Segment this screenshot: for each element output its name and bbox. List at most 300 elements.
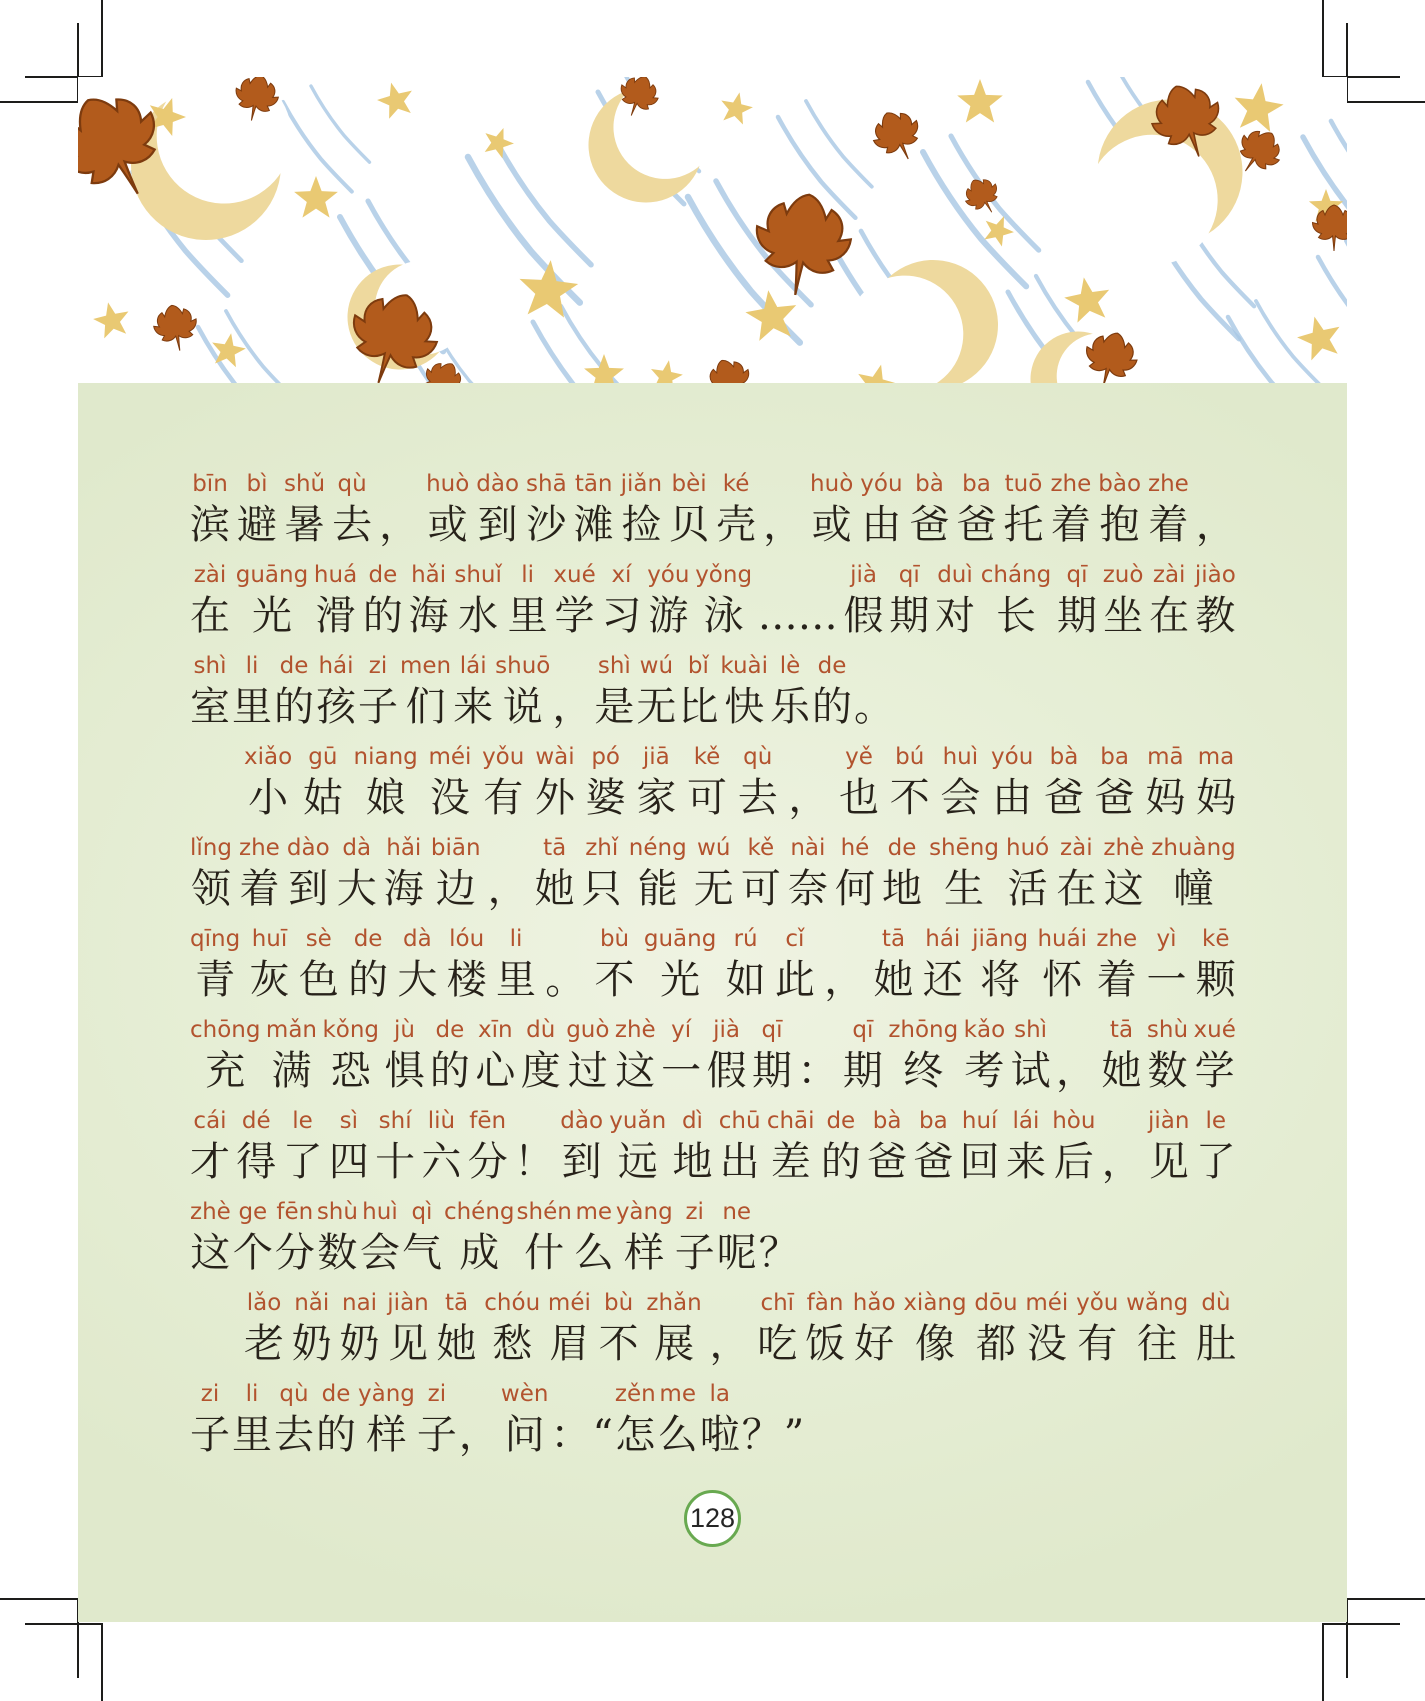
ruby-cell [387, 1289, 429, 1367]
pinyin-text: ne [722, 1198, 752, 1225]
pinyin-text: wài [535, 743, 575, 770]
pinyin-text: bù [599, 925, 630, 952]
ruby-cell [302, 743, 343, 821]
pinyin-text: dà [403, 925, 432, 952]
ruby-cell [476, 470, 520, 548]
moon-icon [1013, 307, 1158, 383]
hanzi-text: 说 [502, 684, 543, 730]
ruby-cell [244, 743, 293, 821]
ruby-cell [922, 925, 963, 1003]
hanzi-text: 妈 [1145, 775, 1186, 821]
ruby-cell [873, 925, 914, 1003]
ruby-cell [495, 925, 536, 1003]
pinyin-text: tā [444, 1289, 469, 1316]
hanzi-text: ， [1195, 502, 1236, 548]
pinyin-text: chóu [484, 1289, 541, 1316]
star-icon [90, 299, 132, 340]
ruby-cell [547, 1289, 591, 1367]
hanzi-text: …… [757, 593, 838, 639]
star-icon [717, 89, 755, 126]
hanzi-text: ” [783, 1412, 805, 1458]
pinyin-text: zhè [1103, 834, 1145, 861]
pinyin-text: cái [193, 1107, 227, 1134]
pencil-streak-icon [1346, 241, 1347, 327]
hanzi-text: 抱 [1099, 502, 1140, 548]
ruby-cell [720, 652, 769, 730]
hanzi-text: ， [458, 1412, 499, 1458]
pencil-streak-icon [283, 102, 352, 192]
pinyin-text: zhe [1148, 470, 1189, 497]
hanzi-text: 没 [1026, 1321, 1067, 1367]
ruby-cell [534, 834, 575, 912]
crop-mark [0, 101, 79, 103]
hanzi-text: 由 [992, 775, 1033, 821]
hanzi-text: 饭 [805, 1321, 846, 1367]
hanzi-text: ？ [741, 1412, 782, 1458]
hanzi-text: 都 [975, 1321, 1016, 1367]
hanzi-text: 习 [601, 593, 642, 639]
pinyin-text: chū [718, 1107, 761, 1134]
hanzi-text: ？ [758, 1230, 799, 1276]
hanzi-text: 期 [1056, 593, 1097, 639]
hanzi-text: 出 [719, 1139, 760, 1185]
ruby-cell [718, 1107, 761, 1185]
ruby-cell [249, 925, 290, 1003]
hanzi-text: 乐 [770, 684, 811, 730]
ruby-cell [274, 1198, 315, 1276]
pinyin-text: xí [611, 561, 632, 588]
pinyin-text: dì [681, 1107, 703, 1134]
hanzi-text: 。 [545, 957, 586, 1003]
hanzi-text: 将 [980, 957, 1021, 1003]
hanzi-text: 样 [624, 1230, 665, 1276]
pinyin-text: shǔ [283, 470, 326, 497]
hanzi-text: 问 [504, 1412, 545, 1458]
ruby-cell [426, 470, 470, 548]
ruby-cell [959, 1107, 1000, 1185]
ruby-cell [674, 1198, 715, 1276]
hanzi-text: 地 [672, 1139, 713, 1185]
ruby-cell [867, 1107, 908, 1185]
ruby-cell [553, 561, 596, 639]
ruby-cell [236, 1107, 277, 1185]
ruby-cell [725, 925, 766, 1003]
ruby-cell [362, 561, 403, 639]
hanzi-text: 恐 [330, 1048, 371, 1094]
pinyin-text: zěn [614, 1380, 656, 1407]
page-number: 128 [689, 1503, 736, 1533]
ruby-cell [788, 745, 829, 821]
ruby-cell [693, 834, 734, 912]
pinyin-text: lái [1012, 1107, 1040, 1134]
pinyin-text: wǎng [1126, 1289, 1189, 1316]
ruby-cell [687, 743, 728, 821]
pinyin-text: tā [543, 834, 567, 861]
hanzi-text: 的 [820, 1139, 861, 1185]
ruby-cell [888, 1016, 959, 1094]
ruby-cell [322, 1016, 380, 1094]
hanzi-text: 可 [687, 775, 728, 821]
pinyin-text: jiào [1194, 561, 1236, 588]
star-icon [1061, 273, 1113, 324]
pinyin-text: zi [200, 1380, 220, 1407]
ruby-cell [316, 1380, 356, 1458]
hanzi-text: 个 [232, 1230, 273, 1276]
pinyin-text: chōng [190, 1016, 261, 1043]
hanzi-text: 里 [495, 957, 536, 1003]
hanzi-text: 满 [271, 1048, 312, 1094]
star-icon [516, 258, 580, 319]
ruby-cell [286, 834, 330, 912]
ruby-cell [436, 1289, 477, 1367]
ruby-cell [526, 470, 567, 548]
pinyin-text: shì [597, 652, 631, 679]
pencil-streak-icon [198, 327, 275, 383]
ruby-cell [190, 1380, 230, 1458]
ruby-cell [1043, 743, 1084, 821]
hanzi-text: 吃 [757, 1321, 798, 1367]
hanzi-text: 假 [706, 1048, 747, 1094]
pinyin-text: chī [760, 1289, 795, 1316]
pinyin-text: jiā [642, 743, 670, 770]
hanzi-text: 婆 [585, 775, 626, 821]
pinyin-text: dào [286, 834, 330, 861]
pinyin-text: ma [1197, 743, 1235, 770]
ruby-cell [843, 561, 884, 639]
pinyin-text: huái [1037, 925, 1088, 952]
pinyin-text: shì [1014, 1016, 1048, 1043]
pinyin-text: ké [722, 470, 750, 497]
ruby-cell [609, 1107, 667, 1185]
hanzi-text: 不 [594, 957, 635, 1003]
star-icon [294, 176, 338, 218]
ruby-cell [1148, 470, 1189, 548]
ruby-cell [429, 1016, 470, 1094]
pinyin-text: huì [362, 1198, 398, 1225]
star-icon [584, 354, 624, 383]
text-line [190, 1364, 1236, 1458]
ruby-cell [669, 470, 710, 548]
hanzi-text: 后 [1053, 1139, 1094, 1185]
pinyin-text: guāng [235, 561, 309, 588]
pinyin-text: shēng [929, 834, 999, 861]
pinyin-text: de [826, 1107, 856, 1134]
hanzi-text: 的 [274, 684, 314, 730]
pinyin-text: shì [193, 652, 227, 679]
pinyin-text: shuǐ [454, 561, 502, 588]
hanzi-text: 奶 [339, 1321, 380, 1367]
ruby-cell [236, 470, 277, 548]
pinyin-text: lái [459, 652, 487, 679]
pinyin-text: yóu [991, 743, 1034, 770]
pinyin-text: néng [628, 834, 687, 861]
pinyin-text: qī [852, 1016, 874, 1043]
pinyin-text: kě [693, 743, 721, 770]
pinyin-text: nài [790, 834, 826, 861]
hanzi-text: 期 [889, 593, 930, 639]
text-line [190, 1182, 1236, 1276]
hanzi-text: ， [552, 684, 593, 730]
pinyin-text: yě [845, 743, 873, 770]
hanzi-text: 度 [520, 1048, 561, 1094]
pinyin-text: zài [1152, 561, 1186, 588]
pinyin-text: wú [697, 834, 731, 861]
maple-leaf-icon [702, 353, 758, 383]
ruby-cell [1151, 834, 1236, 912]
pinyin-text: pó [591, 743, 620, 770]
hanzi-text: 领 [190, 866, 231, 912]
hanzi-text: 的 [429, 1048, 470, 1094]
pinyin-text: lè [779, 652, 801, 679]
ruby-cell [316, 652, 356, 730]
ruby-cell [358, 1380, 415, 1458]
crop-mark [1346, 101, 1425, 103]
hanzi-text: 数 [1147, 1048, 1188, 1094]
pinyin-text: yàng [358, 1380, 415, 1407]
ruby-cell [643, 925, 717, 1003]
hanzi-text: 爸 [909, 502, 950, 548]
pinyin-text: zuò [1102, 561, 1144, 588]
crop-mark [101, 1623, 103, 1701]
hanzi-text: ， [788, 775, 829, 821]
hanzi-text: 她 [534, 866, 575, 912]
hanzi-text: 滨 [190, 502, 230, 548]
hanzi-text: 见 [1148, 1139, 1189, 1185]
hanzi-text: 老 [244, 1321, 284, 1367]
ruby-cell [513, 1109, 554, 1185]
ruby-cell [594, 652, 635, 730]
ruby-cell [956, 470, 997, 548]
hanzi-text: 光 [251, 593, 292, 639]
ruby-cell [1145, 743, 1186, 821]
pinyin-text: guāng [643, 925, 717, 952]
pinyin-text: hǎi [386, 834, 422, 861]
pinyin-text: jiàn [1148, 1107, 1190, 1134]
pinyin-text: tā [881, 925, 906, 952]
ruby-cell [1056, 834, 1097, 912]
ruby-cell [716, 470, 757, 548]
hanzi-text: 气 [401, 1230, 442, 1276]
hanzi-text: 对 [935, 593, 975, 639]
pinyin-text: li [245, 652, 259, 679]
ruby-cell [1194, 561, 1236, 639]
ruby-cell [1056, 1018, 1097, 1094]
hanzi-text: 期 [752, 1048, 793, 1094]
crop-mark [25, 1623, 103, 1625]
pinyin-text: hé [840, 834, 870, 861]
hanzi-text: 在 [1056, 866, 1097, 912]
hanzi-text: 幢 [1173, 866, 1214, 912]
ruby-cell [265, 1016, 317, 1094]
text-line [190, 636, 1236, 730]
pinyin-text: méi [1025, 1289, 1069, 1316]
hanzi-text: ， [824, 957, 865, 1003]
hanzi-text: 何 [834, 866, 875, 912]
ruby-cell [560, 1107, 604, 1185]
pinyin-text: zài [193, 561, 227, 588]
hanzi-text: 还 [922, 957, 963, 1003]
pinyin-text: xiàng [903, 1289, 967, 1316]
hanzi-text: 孩 [316, 684, 356, 730]
text-line [244, 1273, 1236, 1367]
pinyin-text: fēn [469, 1107, 507, 1134]
ruby-cell [566, 1016, 610, 1094]
hanzi-text: 或 [427, 502, 468, 548]
ruby-cell [709, 1291, 750, 1367]
pinyin-text: dōu [974, 1289, 1018, 1316]
hanzi-text: 壳 [716, 502, 757, 548]
pinyin-text: shí [378, 1107, 412, 1134]
hanzi-text: 光 [660, 957, 701, 1003]
hanzi-text: 见 [388, 1321, 429, 1367]
pinyin-text: tuō [1004, 470, 1043, 497]
pinyin-text: yàng [615, 1198, 673, 1225]
hanzi-text: 会 [940, 775, 981, 821]
ruby-cell [628, 834, 687, 912]
ruby-cell [332, 470, 373, 548]
pinyin-text: tān [574, 470, 613, 497]
hanzi-text: 滩 [573, 502, 614, 548]
ruby-cell [812, 652, 853, 730]
hanzi-text: 远 [617, 1139, 658, 1185]
pinyin-text: jià [713, 1016, 741, 1043]
pinyin-text: huì [942, 743, 979, 770]
pinyin-text: jià [850, 561, 877, 588]
pinyin-text: shén [516, 1198, 572, 1225]
hanzi-text: 游 [648, 593, 689, 639]
hanzi-text: 六 [421, 1139, 462, 1185]
pinyin-text: qì [411, 1198, 433, 1225]
hanzi-text: 眉 [549, 1321, 590, 1367]
hanzi-text: 回 [959, 1139, 1000, 1185]
maple-leaf-icon [151, 302, 201, 355]
hanzi-text: 假 [843, 593, 884, 639]
text-line [190, 1091, 1236, 1185]
pinyin-text: yóu [860, 470, 903, 497]
ruby-cell [298, 925, 339, 1003]
hanzi-text: 过 [567, 1048, 608, 1094]
ruby-cell [232, 1380, 272, 1458]
hanzi-text: 了 [1195, 1139, 1236, 1185]
star-icon [1231, 80, 1286, 133]
pinyin-text: ge [238, 1198, 268, 1225]
page-number-badge [684, 1490, 741, 1547]
hanzi-text: 妈 [1196, 775, 1236, 821]
ruby-cell [1098, 470, 1142, 548]
pinyin-text: biān [430, 834, 481, 861]
pinyin-text: zhuàng [1151, 834, 1236, 861]
text-line [244, 727, 1236, 821]
ruby-cell [535, 743, 575, 821]
hanzi-text: 么 [573, 1230, 614, 1276]
ruby-cell [757, 563, 838, 639]
crop-mark [1346, 1598, 1425, 1600]
hanzi-text: 爸 [867, 1139, 908, 1185]
ruby-cell [1056, 561, 1097, 639]
ruby-cell [552, 654, 593, 730]
hanzi-text: 或 [811, 502, 852, 548]
pinyin-text: shuō [495, 652, 551, 679]
ruby-cell [1003, 470, 1044, 548]
ruby-cell [614, 1016, 656, 1094]
hanzi-text: 外 [535, 775, 575, 821]
hanzi-text: 这 [615, 1048, 656, 1094]
hanzi-text: 爸 [913, 1139, 954, 1185]
hanzi-text: 肚 [1195, 1321, 1236, 1367]
hanzi-text: 生 [944, 866, 984, 912]
pinyin-text: yì [1156, 925, 1177, 952]
hanzi-text: 四 [328, 1139, 369, 1185]
pinyin-text: de [321, 1380, 351, 1407]
ruby-cell [783, 1382, 805, 1458]
ruby-cell [384, 1016, 425, 1094]
ruby-cell [980, 561, 1052, 639]
hanzi-text: ！ [513, 1139, 554, 1185]
ruby-cell [757, 1289, 798, 1367]
pinyin-text: bīn [192, 470, 228, 497]
ruby-cell [646, 1289, 702, 1367]
hanzi-text: 滑 [315, 593, 356, 639]
pinyin-text: bào [1098, 470, 1142, 497]
hanzi-text: 子 [674, 1230, 715, 1276]
ruby-cell [397, 925, 438, 1003]
ruby-cell [842, 1016, 883, 1094]
hanzi-text: 也 [839, 775, 880, 821]
hanzi-text: 会 [359, 1230, 400, 1276]
hanzi-text: 不 [889, 775, 930, 821]
crop-mark [0, 1598, 79, 1600]
ruby-cell [235, 561, 309, 639]
pinyin-text: zi [368, 652, 388, 679]
ruby-cell [453, 652, 494, 730]
ruby-cell [487, 836, 528, 912]
hanzi-text: 娘 [365, 775, 406, 821]
star-icon [374, 78, 418, 121]
ruby-cell [383, 834, 424, 912]
ruby-cell [929, 834, 999, 912]
ruby-cell [458, 1382, 499, 1458]
hanzi-text: 好 [854, 1321, 895, 1367]
pinyin-text: huò [810, 470, 854, 497]
ruby-cell [379, 472, 420, 548]
ruby-cell [614, 1380, 656, 1458]
content-panel [78, 383, 1347, 1622]
hanzi-text: 比 [678, 684, 719, 730]
hanzi-text: 子 [190, 1412, 230, 1458]
hanzi-text: 有 [483, 775, 524, 821]
pinyin-text: jiāng [972, 925, 1029, 952]
pinyin-text: de [368, 561, 398, 588]
ruby-cell [316, 1198, 358, 1276]
hanzi-text: 贝 [669, 502, 710, 548]
ruby-cell [903, 1289, 967, 1367]
ruby-cell [1193, 1016, 1236, 1094]
pinyin-text: huó [1006, 834, 1050, 861]
hanzi-text: 爸 [956, 502, 997, 548]
pencil-streak-icon [496, 141, 591, 265]
hanzi-text: 来 [1005, 1139, 1046, 1185]
pinyin-text: shā [526, 470, 567, 497]
ruby-cell [758, 1200, 799, 1276]
ruby-cell [1102, 561, 1144, 639]
pinyin-text: méi [428, 743, 472, 770]
hanzi-text: 暑 [284, 502, 325, 548]
hanzi-text: 托 [1003, 502, 1044, 548]
hanzi-text: 学 [554, 593, 595, 639]
pinyin-text: yǒu [482, 743, 525, 770]
pinyin-text: tā [1109, 1016, 1134, 1043]
ruby-cell [752, 1016, 793, 1094]
